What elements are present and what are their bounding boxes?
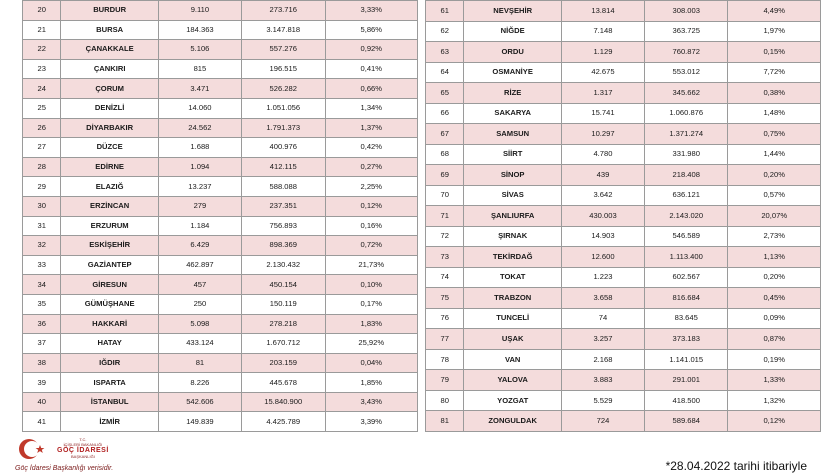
value-percentage: 0,27% [325, 157, 417, 177]
value-count: 1.223 [561, 267, 644, 288]
left-table-body [23, 1, 418, 432]
table-row [23, 20, 418, 40]
city-name: ZONGULDAK [464, 411, 561, 432]
value-count: 430.003 [561, 206, 644, 227]
city-name: GÜMÜŞHANE [61, 294, 158, 314]
value-population: 278.218 [241, 314, 325, 334]
value-population: 445.678 [241, 373, 325, 393]
org-title: GÖÇ İDARESİ [57, 447, 109, 454]
value-percentage: 0,16% [325, 216, 417, 236]
table-row [426, 390, 821, 411]
city-name: İZMİR [61, 412, 158, 432]
row-number: 80 [426, 390, 464, 411]
city-name: ERZİNCAN [61, 196, 158, 216]
value-percentage: 3,39% [325, 412, 417, 432]
value-count: 815 [158, 59, 241, 79]
city-name: ERZURUM [61, 216, 158, 236]
value-population: 273.716 [241, 1, 325, 21]
city-name: BURSA [61, 20, 158, 40]
value-count: 13.237 [158, 177, 241, 197]
value-percentage: 3,43% [325, 392, 417, 412]
city-name: ORDU [464, 42, 561, 63]
value-population: 291.001 [645, 370, 728, 391]
city-name: YALOVA [464, 370, 561, 391]
value-population: 546.589 [645, 226, 728, 247]
value-population: 3.147.818 [241, 20, 325, 40]
table-row [426, 288, 821, 309]
value-count: 1.129 [561, 42, 644, 63]
value-count: 1.688 [158, 138, 241, 158]
value-population: 4.425.789 [241, 412, 325, 432]
value-count: 279 [158, 196, 241, 216]
table-row [23, 412, 418, 432]
city-name: İSTANBUL [61, 392, 158, 412]
value-percentage: 0,87% [728, 329, 821, 350]
row-number: 41 [23, 412, 61, 432]
table-row [426, 185, 821, 206]
value-count: 3.658 [561, 288, 644, 309]
city-name: ÇANAKKALE [61, 40, 158, 60]
value-population: 412.115 [241, 157, 325, 177]
row-number: 37 [23, 334, 61, 354]
value-percentage: 0,57% [728, 185, 821, 206]
row-number: 65 [426, 83, 464, 104]
value-population: 308.003 [645, 1, 728, 22]
row-number: 66 [426, 103, 464, 124]
left-data-table [22, 0, 418, 432]
row-number: 61 [426, 1, 464, 22]
value-count: 433.124 [158, 334, 241, 354]
table-row [23, 59, 418, 79]
row-number: 22 [23, 40, 61, 60]
table-row [23, 275, 418, 295]
value-percentage: 3,33% [325, 1, 417, 21]
right-data-table [425, 0, 821, 432]
table-row [23, 196, 418, 216]
value-population: 450.154 [241, 275, 325, 295]
value-count: 250 [158, 294, 241, 314]
right-table-body [426, 1, 821, 432]
row-number: 39 [23, 373, 61, 393]
value-percentage: 0,12% [728, 411, 821, 432]
value-count: 14.060 [158, 98, 241, 118]
city-name: RİZE [464, 83, 561, 104]
value-population: 1.791.373 [241, 118, 325, 138]
value-population: 898.369 [241, 236, 325, 256]
city-name: BURDUR [61, 1, 158, 21]
city-name: ŞANLIURFA [464, 206, 561, 227]
table-row [426, 329, 821, 350]
value-count: 1.184 [158, 216, 241, 236]
value-percentage: 0,04% [325, 353, 417, 373]
value-count: 24.562 [158, 118, 241, 138]
org-presidency: BAŞKANLIĞI [71, 454, 95, 459]
value-percentage: 21,73% [325, 255, 417, 275]
value-percentage: 0,19% [728, 349, 821, 370]
city-name: TUNCELİ [464, 308, 561, 329]
city-name: UŞAK [464, 329, 561, 350]
table-row [426, 83, 821, 104]
value-count: 724 [561, 411, 644, 432]
value-count: 462.897 [158, 255, 241, 275]
value-count: 3.471 [158, 79, 241, 99]
table-row [426, 308, 821, 329]
value-count: 3.257 [561, 329, 644, 350]
source-note: Göç İdaresi Başkanlığı verisidir. [15, 465, 114, 472]
table-row [426, 247, 821, 268]
table-row [426, 62, 821, 83]
table-row [426, 165, 821, 186]
city-name: HATAY [61, 334, 158, 354]
city-name: SİİRT [464, 144, 561, 165]
row-number: 69 [426, 165, 464, 186]
value-percentage: 1,37% [325, 118, 417, 138]
value-percentage: 0,10% [325, 275, 417, 295]
row-number: 27 [23, 138, 61, 158]
value-population: 816.684 [645, 288, 728, 309]
table-row [23, 216, 418, 236]
org-ministry: İÇİŞLERİ BAKANLIĞI [63, 441, 103, 447]
value-percentage: 0,38% [728, 83, 821, 104]
value-percentage: 1,44% [728, 144, 821, 165]
table-row [426, 144, 821, 165]
value-percentage: 7,72% [728, 62, 821, 83]
table-row [23, 177, 418, 197]
value-population: 331.980 [645, 144, 728, 165]
value-count: 4.780 [561, 144, 644, 165]
value-percentage: 20,07% [728, 206, 821, 227]
table-row [426, 349, 821, 370]
value-percentage: 0,12% [325, 196, 417, 216]
row-number: 67 [426, 124, 464, 145]
city-name: OSMANİYE [464, 62, 561, 83]
row-number: 68 [426, 144, 464, 165]
table-row [23, 138, 418, 158]
row-number: 81 [426, 411, 464, 432]
value-population: 203.159 [241, 353, 325, 373]
value-percentage: 2,73% [728, 226, 821, 247]
city-name: GAZİANTEP [61, 255, 158, 275]
row-number: 20 [23, 1, 61, 21]
table-row [23, 334, 418, 354]
value-population: 2.143.020 [645, 206, 728, 227]
city-name: SİVAS [464, 185, 561, 206]
table-row [23, 373, 418, 393]
value-count: 184.363 [158, 20, 241, 40]
value-population: 1.141.015 [645, 349, 728, 370]
table-row [23, 294, 418, 314]
table-row [23, 353, 418, 373]
city-name: SAMSUN [464, 124, 561, 145]
value-count: 12.600 [561, 247, 644, 268]
city-name: DÜZCE [61, 138, 158, 158]
value-count: 5.106 [158, 40, 241, 60]
value-percentage: 2,25% [325, 177, 417, 197]
value-count: 1.094 [158, 157, 241, 177]
value-population: 15.840.900 [241, 392, 325, 412]
table-row [426, 124, 821, 145]
value-population: 400.976 [241, 138, 325, 158]
table-row [23, 118, 418, 138]
table-row [426, 411, 821, 432]
value-count: 6.429 [158, 236, 241, 256]
table-row [426, 267, 821, 288]
table-row [23, 98, 418, 118]
value-population: 526.282 [241, 79, 325, 99]
city-name: ELAZIĞ [61, 177, 158, 197]
value-count: 13.814 [561, 1, 644, 22]
value-count: 5.529 [561, 390, 644, 411]
row-number: 74 [426, 267, 464, 288]
city-name: IĞDIR [61, 353, 158, 373]
value-percentage: 1,83% [325, 314, 417, 334]
value-percentage: 0,15% [728, 42, 821, 63]
row-number: 79 [426, 370, 464, 391]
table-row [23, 392, 418, 412]
organization-name [57, 438, 109, 460]
city-name: DENİZLİ [61, 98, 158, 118]
value-percentage: 1,33% [728, 370, 821, 391]
value-population: 150.119 [241, 294, 325, 314]
value-population: 373.183 [645, 329, 728, 350]
table-row [23, 255, 418, 275]
row-number: 29 [23, 177, 61, 197]
city-name: NİĞDE [464, 21, 561, 42]
row-number: 70 [426, 185, 464, 206]
row-number: 32 [23, 236, 61, 256]
table-row [23, 79, 418, 99]
value-percentage: 0,45% [728, 288, 821, 309]
value-percentage: 0,72% [325, 236, 417, 256]
row-number: 38 [23, 353, 61, 373]
table-row [23, 157, 418, 177]
row-number: 36 [23, 314, 61, 334]
org-country: T.C. [79, 437, 87, 442]
value-count: 542.606 [158, 392, 241, 412]
row-number: 62 [426, 21, 464, 42]
city-name: EDİRNE [61, 157, 158, 177]
value-count: 5.098 [158, 314, 241, 334]
value-count: 3.883 [561, 370, 644, 391]
value-population: 83.645 [645, 308, 728, 329]
value-population: 2.130.432 [241, 255, 325, 275]
value-population: 1.371.274 [645, 124, 728, 145]
row-number: 23 [23, 59, 61, 79]
value-count: 2.168 [561, 349, 644, 370]
value-percentage: 25,92% [325, 334, 417, 354]
value-population: 760.872 [645, 42, 728, 63]
city-name: ŞIRNAK [464, 226, 561, 247]
value-percentage: 0,09% [728, 308, 821, 329]
table-row [23, 1, 418, 21]
footer-branding [15, 434, 275, 476]
city-name: SİNOP [464, 165, 561, 186]
table-row [426, 42, 821, 63]
row-number: 73 [426, 247, 464, 268]
value-population: 1.670.712 [241, 334, 325, 354]
value-population: 196.515 [241, 59, 325, 79]
row-number: 28 [23, 157, 61, 177]
value-population: 418.500 [645, 390, 728, 411]
row-number: 34 [23, 275, 61, 295]
value-population: 237.351 [241, 196, 325, 216]
city-name: ÇORUM [61, 79, 158, 99]
value-percentage: 5,86% [325, 20, 417, 40]
value-population: 589.684 [645, 411, 728, 432]
table-row [426, 206, 821, 227]
row-number: 40 [23, 392, 61, 412]
value-percentage: 1,34% [325, 98, 417, 118]
value-count: 7.148 [561, 21, 644, 42]
table-row [23, 314, 418, 334]
value-count: 15.741 [561, 103, 644, 124]
row-number: 78 [426, 349, 464, 370]
value-count: 14.903 [561, 226, 644, 247]
table-row [23, 236, 418, 256]
value-percentage: 1,13% [728, 247, 821, 268]
value-population: 1.060.876 [645, 103, 728, 124]
value-population: 1.051.056 [241, 98, 325, 118]
row-number: 33 [23, 255, 61, 275]
row-number: 26 [23, 118, 61, 138]
row-number: 24 [23, 79, 61, 99]
crescent-star-icon [15, 434, 55, 464]
value-count: 149.839 [158, 412, 241, 432]
date-note: *28.04.2022 tarihi itibariyle [665, 459, 807, 473]
city-name: NEVŞEHİR [464, 1, 561, 22]
value-count: 457 [158, 275, 241, 295]
value-population: 218.408 [645, 165, 728, 186]
city-name: DİYARBAKIR [61, 118, 158, 138]
value-percentage: 0,20% [728, 165, 821, 186]
value-count: 10.297 [561, 124, 644, 145]
row-number: 64 [426, 62, 464, 83]
row-number: 63 [426, 42, 464, 63]
row-number: 30 [23, 196, 61, 216]
row-number: 75 [426, 288, 464, 309]
value-population: 602.567 [645, 267, 728, 288]
table-row [426, 226, 821, 247]
value-percentage: 1,48% [728, 103, 821, 124]
value-count: 81 [158, 353, 241, 373]
city-name: HAKKARİ [61, 314, 158, 334]
city-name: SAKARYA [464, 103, 561, 124]
table-row [426, 1, 821, 22]
value-percentage: 4,49% [728, 1, 821, 22]
table-row [426, 21, 821, 42]
city-name: TOKAT [464, 267, 561, 288]
value-percentage: 0,20% [728, 267, 821, 288]
row-number: 25 [23, 98, 61, 118]
table-row [426, 103, 821, 124]
value-population: 756.893 [241, 216, 325, 236]
city-name: ISPARTA [61, 373, 158, 393]
value-count: 1.317 [561, 83, 644, 104]
row-number: 31 [23, 216, 61, 236]
row-number: 72 [426, 226, 464, 247]
city-name: VAN [464, 349, 561, 370]
value-percentage: 1,97% [728, 21, 821, 42]
value-population: 1.113.400 [645, 247, 728, 268]
table-row [426, 370, 821, 391]
value-percentage: 1,32% [728, 390, 821, 411]
city-name: YOZGAT [464, 390, 561, 411]
row-number: 77 [426, 329, 464, 350]
value-percentage: 0,42% [325, 138, 417, 158]
value-population: 363.725 [645, 21, 728, 42]
value-percentage: 0,17% [325, 294, 417, 314]
row-number: 76 [426, 308, 464, 329]
city-name: ÇANKIRI [61, 59, 158, 79]
value-percentage: 1,85% [325, 373, 417, 393]
value-count: 42.675 [561, 62, 644, 83]
data-tables [22, 0, 821, 432]
value-population: 557.276 [241, 40, 325, 60]
city-name: ESKİŞEHİR [61, 236, 158, 256]
value-count: 3.642 [561, 185, 644, 206]
value-population: 588.088 [241, 177, 325, 197]
city-name: GİRESUN [61, 275, 158, 295]
value-count: 9.110 [158, 1, 241, 21]
row-number: 21 [23, 20, 61, 40]
value-percentage: 0,92% [325, 40, 417, 60]
value-count: 74 [561, 308, 644, 329]
value-percentage: 0,75% [728, 124, 821, 145]
value-percentage: 0,41% [325, 59, 417, 79]
city-name: TEKİRDAĞ [464, 247, 561, 268]
value-population: 553.012 [645, 62, 728, 83]
row-number: 35 [23, 294, 61, 314]
value-count: 8.226 [158, 373, 241, 393]
value-count: 439 [561, 165, 644, 186]
table-row [23, 40, 418, 60]
value-population: 345.662 [645, 83, 728, 104]
city-name: TRABZON [464, 288, 561, 309]
value-population: 636.121 [645, 185, 728, 206]
value-percentage: 0,66% [325, 79, 417, 99]
row-number: 71 [426, 206, 464, 227]
